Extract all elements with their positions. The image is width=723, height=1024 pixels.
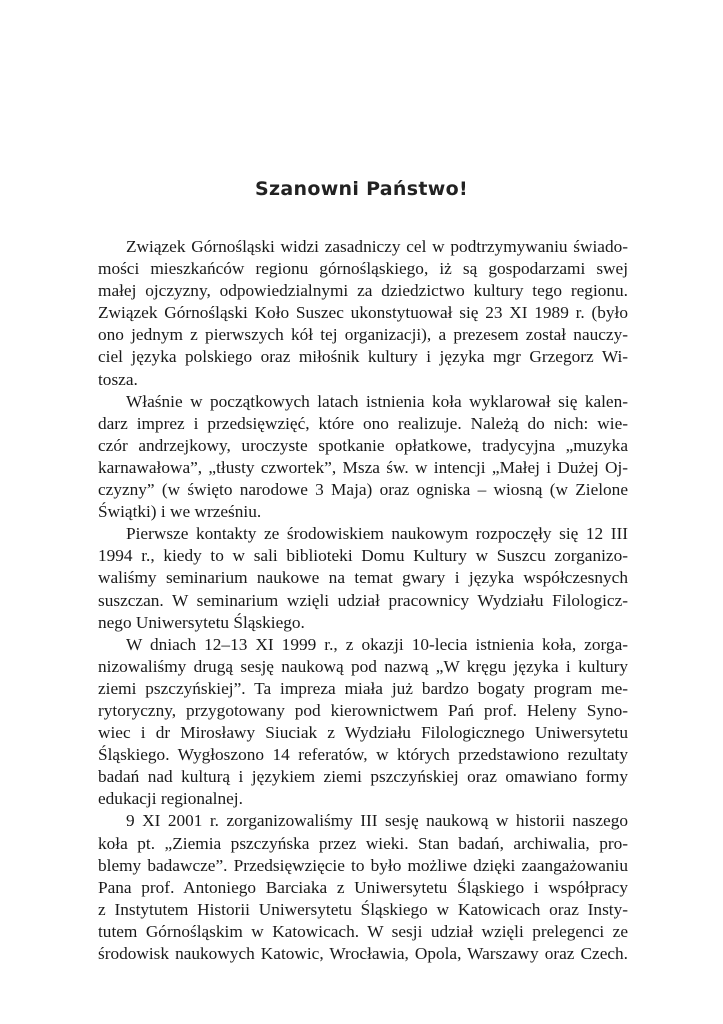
text-line: ziemi pszczyńskiej”. Ta impreza miała już bardzo bogaty program me- — [98, 678, 628, 698]
text-line: koła pt. „Ziemia pszczyńska przez wieki. Stan badań, archiwalia, pro- — [98, 833, 628, 853]
text-line: ciel języka polskiego oraz miłośnik kultury i języka mgr Grzegorz Wi- — [98, 347, 628, 367]
text-line: 9 XI 2001 r. zorganizowaliśmy III sesję naukową w historii naszego — [126, 811, 628, 831]
text-line: suszczan. W seminarium wzięli udział pracownicy Wydziału Filologicz- — [98, 590, 628, 610]
text-line: małej ojczyzny, odpowiedzialnymi za dziedzictwo kultury tego regionu. — [98, 281, 628, 301]
text-line: wiec i dr Mirosławy Siuciak z Wydziału Filologicznego Uniwersytetu — [98, 723, 628, 743]
text-line: Związek Górnośląski widzi zasadniczy cel w podtrzymywaniu świado- — [126, 237, 628, 256]
text-line: ono jednym z pierwszych kół tej organizacji), a prezesem został nauczy- — [98, 325, 628, 345]
text-line: mości mieszkańców regionu górnośląskiego, iż są gospodarzami swej — [98, 259, 628, 279]
text-line: W dniach 12–13 XI 1999 r., z okazji 10-lecia istnienia koła, zorga- — [126, 634, 628, 654]
body-text — [98, 236, 628, 965]
text-line: badań nad kulturą i językiem ziemi pszczyńskiej oraz omawiano formy — [98, 767, 628, 787]
text-line: Związek Górnośląski Koło Suszec ukonstytuował się 23 XI 1989 r. (było — [98, 303, 628, 323]
text-line: tutem Górnośląskim w Katowicach. W sesji udział wzięli prelegenci ze — [98, 921, 628, 941]
text-line: nego Uniwersytetu Śląskiego. — [98, 612, 305, 632]
text-line: waliśmy seminarium naukowe na temat gwary i języka współczesnych — [98, 568, 628, 588]
text-line: 1994 r., kiedy to w sali biblioteki Domu Kultury w Suszcu zorganizo- — [98, 546, 628, 566]
text-line: czór andrzejkowy, uroczyste spotkanie opłatkowe, tradycyjna „muzyka — [98, 435, 628, 455]
text-line: nizowaliśmy drugą sesję naukową pod nazwą „W kręgu języka i kultury — [98, 656, 628, 676]
text-line: Właśnie w początkowych latach istnienia koła wyklarował się kalen- — [126, 391, 628, 411]
text-line: tosza. — [98, 369, 138, 389]
text-line: darz imprez i przedsięwzięć, które ono realizuje. Należą do nich: wie- — [98, 413, 628, 433]
text-line: z Instytutem Historii Uniwersytetu Śląskiego w Katowicach oraz Insty- — [98, 899, 628, 919]
text-line: rytoryczny, przygotowany pod kierownictwem Pań prof. Heleny Syno- — [98, 700, 628, 720]
text-line: Śląskiego. Wygłoszono 14 referatów, w których przedstawiono rezultaty — [98, 745, 628, 765]
text-line: Pana prof. Antoniego Barciaka z Uniwersytetu Śląskiego i współpracy — [98, 877, 628, 897]
text-line: środowisk naukowych Katowic, Wrocławia, Opola, Warszawy oraz Czech. — [98, 944, 628, 963]
text-line: czyzny” (w święto narodowe 3 Maja) oraz ogniska – wiosną (w Zielone — [98, 480, 628, 500]
text-line: Świątki) i we wrześniu. — [98, 502, 262, 522]
text-line: karnawałowa”, „tłusty czwortek”, Msza św. w intencji „Małej i Dużej Oj- — [98, 457, 628, 477]
page-title: Szanowni Państwo! — [255, 178, 468, 200]
text-line: blemy badawcze”. Przedsięwzięcie to było możliwe dzięki zaangażowaniu — [98, 855, 628, 875]
text-line: Pierwsze kontakty ze środowiskiem naukowym rozpoczęły się 12 III — [126, 524, 628, 544]
text-line: edukacji regionalnej. — [98, 789, 243, 809]
